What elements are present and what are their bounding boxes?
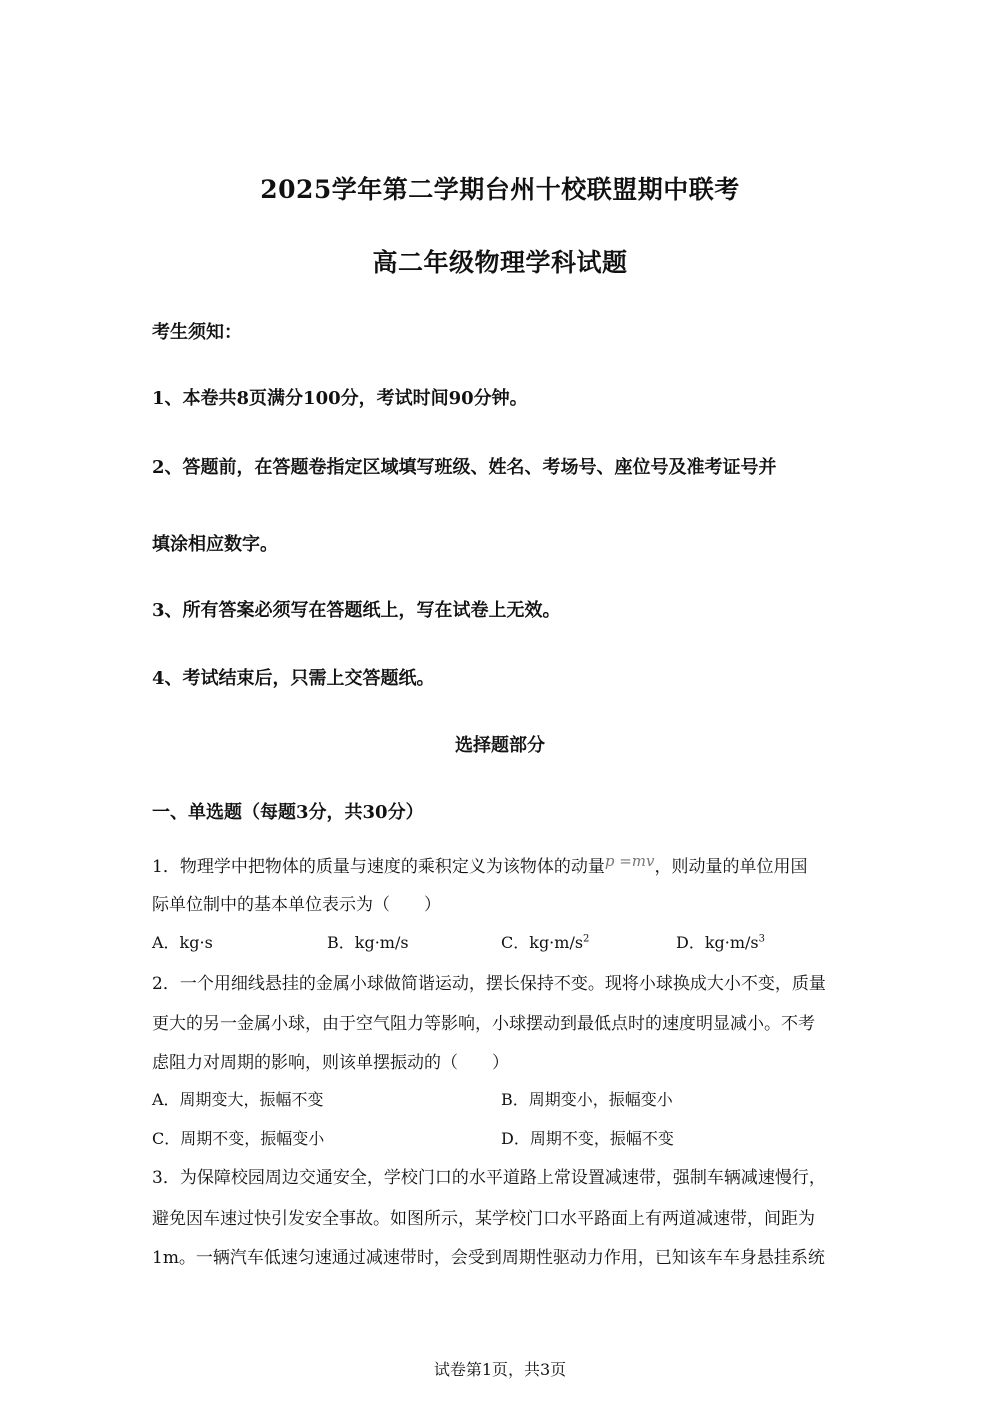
momentum-formula: p =mv	[604, 852, 655, 870]
q2-option-d: D．周期不变，振幅不变	[501, 1129, 674, 1148]
notice-item-3: 3、所有答案必须写在答题纸上，写在试卷上无效。	[152, 600, 561, 621]
question-3-line-2: 避免因车速过快引发安全事故。如图所示，某学校门口水平路面上有两道减速带，间距为	[152, 1209, 815, 1229]
question-1-line-1	[152, 852, 852, 877]
q1-option-d	[676, 930, 765, 953]
question-2-line-1: 2．一个用细线悬挂的金属小球做简谐运动，摆长保持不变。现将小球换成大小不变，质量	[152, 974, 826, 994]
q2-option-c: C．周期不变，振幅变小	[152, 1129, 325, 1148]
notice-item-2-continued: 填涂相应数字。	[152, 534, 278, 555]
q1-option-b: B．kg·m/s	[327, 933, 409, 952]
q1-option-d-text: D．kg·m/s	[676, 933, 759, 952]
question-2-line-2: 更大的另一金属小球，由于空气阻力等影响，小球摆动到最低点时的速度明显减小。不考	[152, 1014, 815, 1034]
exam-subtitle: 高二年级物理学科试题	[372, 248, 628, 277]
q2-option-b: B．周期变小，振幅变小	[501, 1090, 673, 1109]
q2-option-a: A．周期变大，振幅不变	[152, 1090, 324, 1109]
notice-item-4: 4、考试结束后，只需上交答题纸。	[152, 668, 435, 689]
page-footer: 试卷第1页，共3页	[433, 1360, 567, 1379]
part-title: 选择题部分	[455, 735, 545, 756]
question-1-text-after: ，则动量的单位用国	[654, 857, 808, 877]
notice-item-2: 2、答题前，在答题卷指定区域填写班级、姓名、考场号、座位号及准考证号并	[152, 457, 777, 478]
question-3-line-3: 1m。一辆汽车低速匀速通过减速带时，会受到周期性驱动力作用，已知该车车身悬挂系统	[152, 1248, 825, 1268]
notice-heading: 考生须知：	[152, 322, 242, 343]
notice-item-1: 1、本卷共8页满分100分，考试时间90分钟。	[152, 388, 528, 409]
question-2-line-3: 虑阻力对周期的影响，则该单摆振动的（ ）	[152, 1053, 509, 1073]
q1-option-a: A．kg·s	[152, 933, 213, 952]
q1-option-d-exponent: 3	[758, 933, 766, 945]
q1-option-c	[501, 930, 589, 953]
q1-option-c-text: C．kg·m/s	[501, 933, 584, 952]
q1-option-c-exponent: 2	[583, 933, 590, 945]
exam-title: 2025学年第二学期台州十校联盟期中联考	[260, 175, 740, 204]
question-1-text: 1．物理学中把物体的质量与速度的乘积定义为该物体的动量	[152, 857, 605, 877]
question-3-line-1: 3．为保障校园周边交通安全，学校门口的水平道路上常设置减速带，强制车辆减速慢行，	[152, 1168, 826, 1188]
question-1-line-2: 际单位制中的基本单位表示为（ ）	[152, 895, 441, 915]
section-heading: 一、单选题（每题3分，共30分）	[152, 802, 424, 823]
